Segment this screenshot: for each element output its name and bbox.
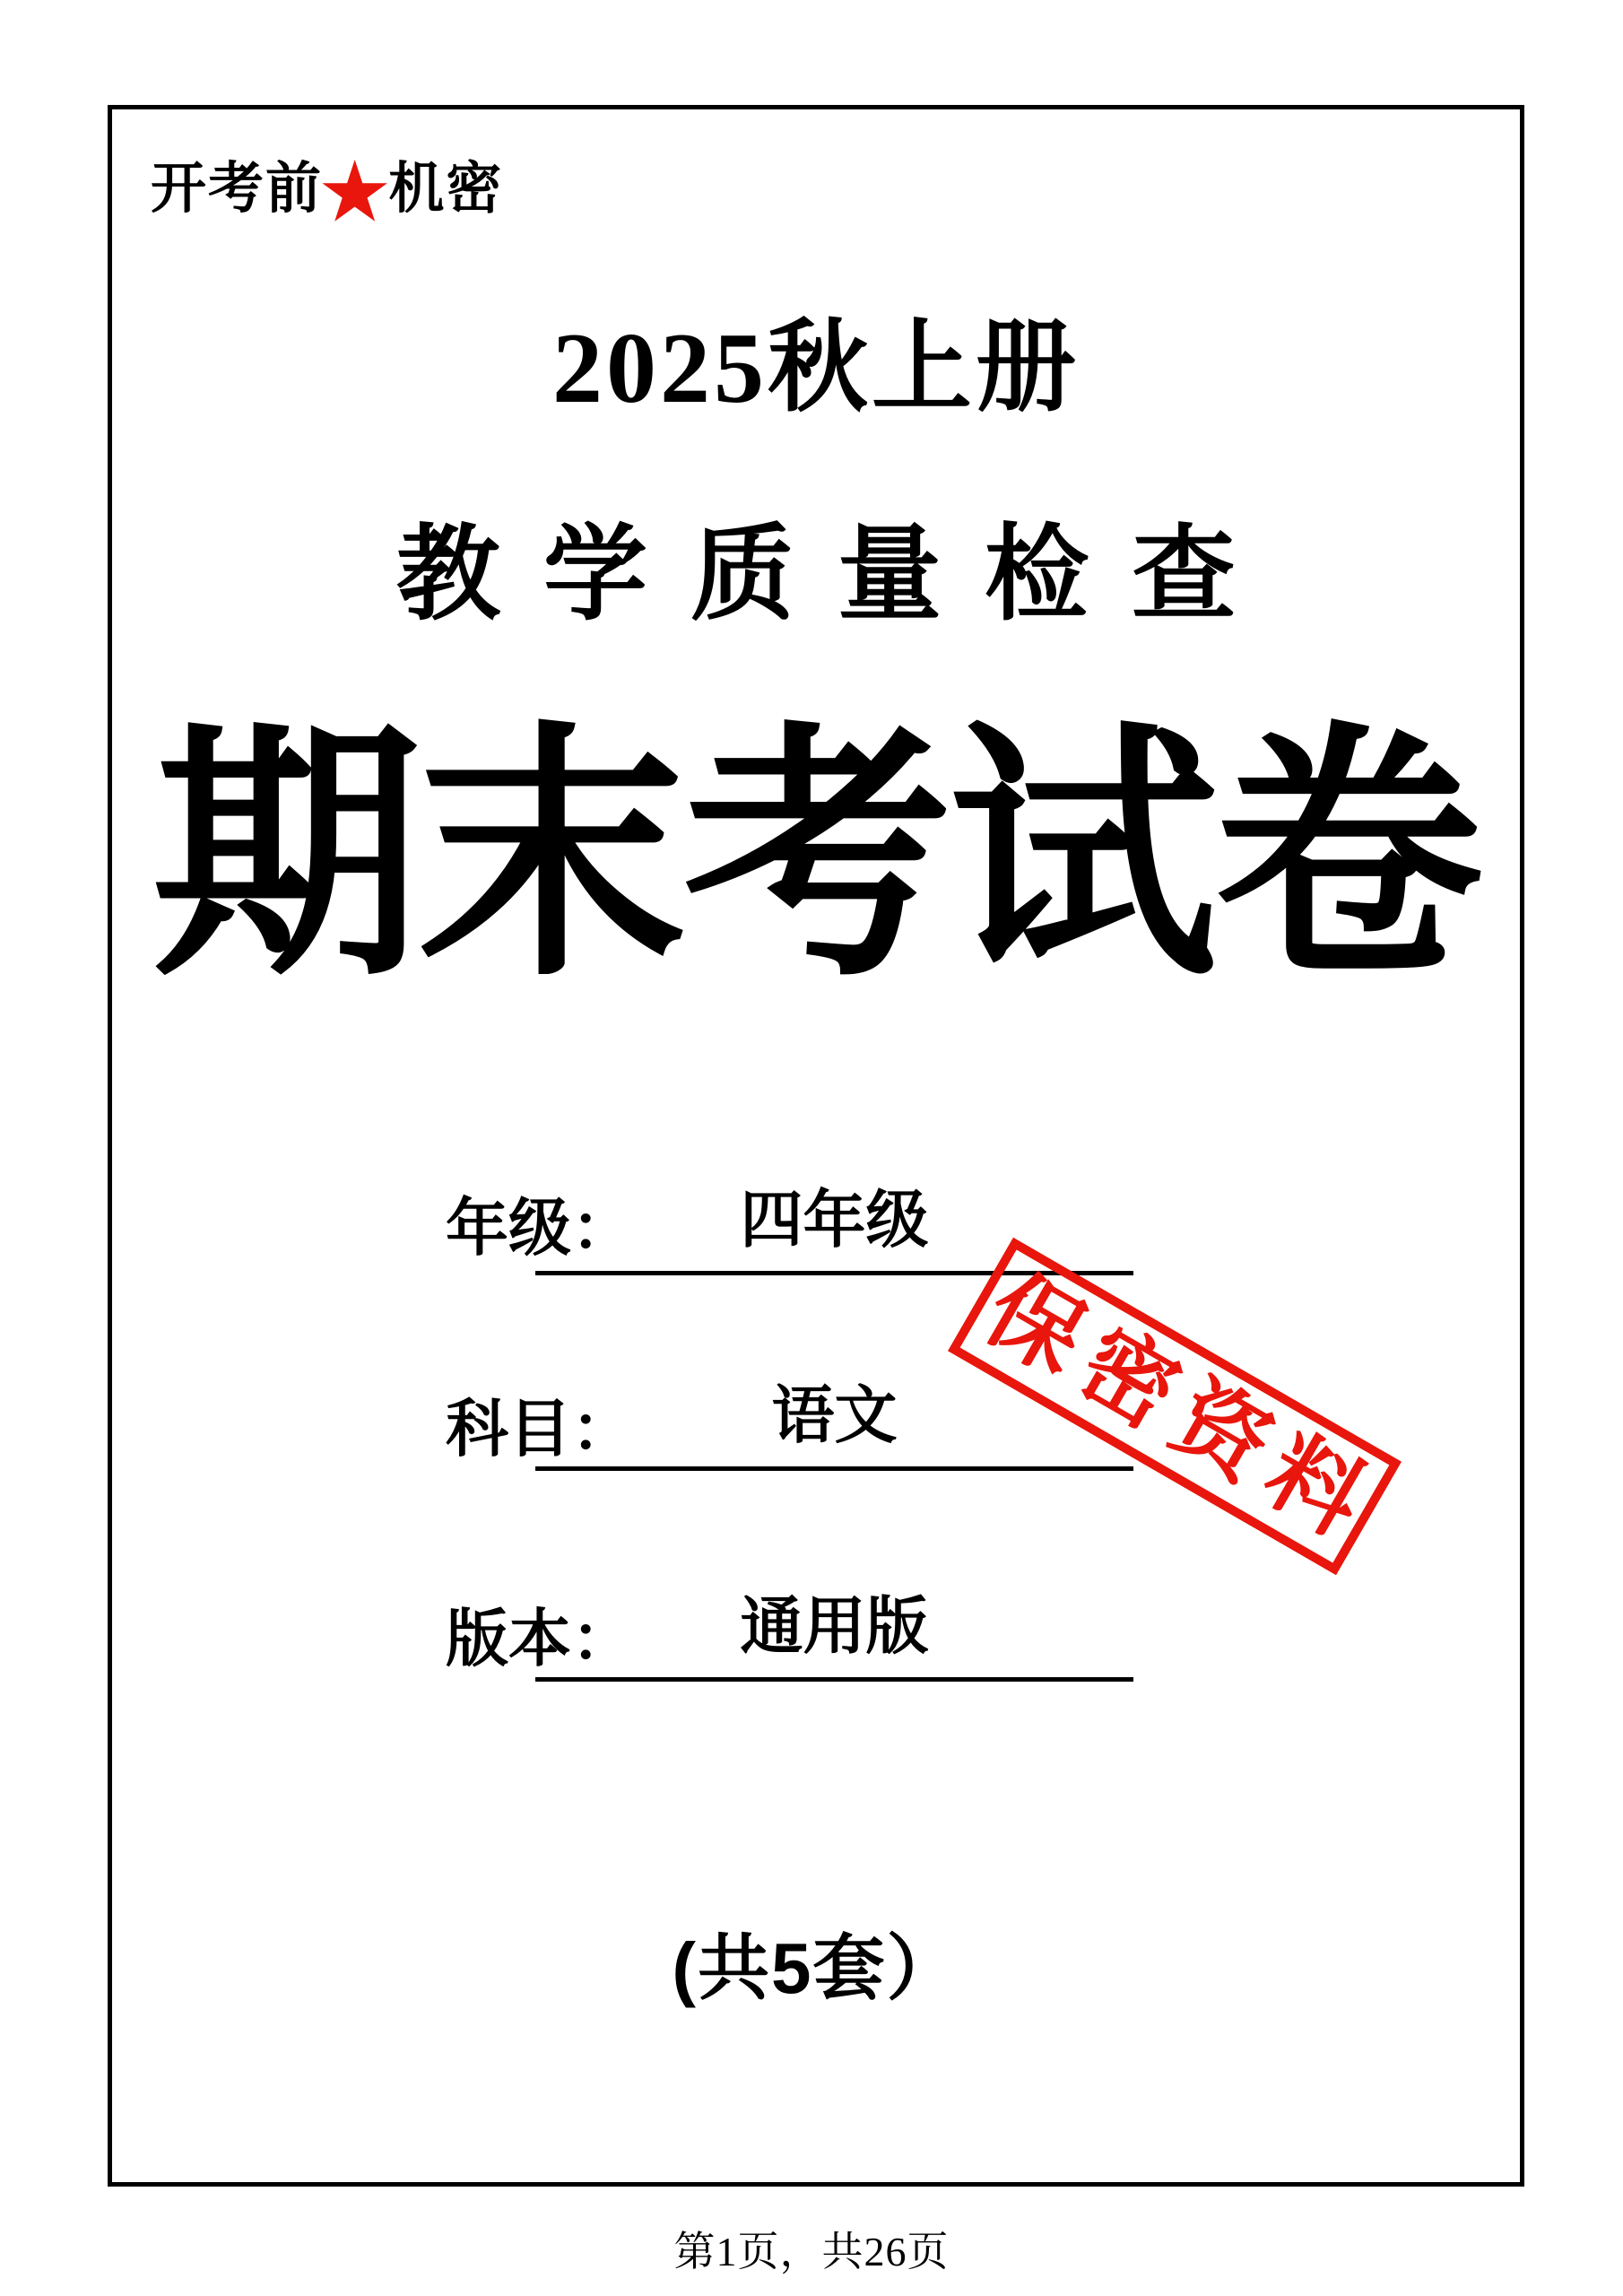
confidential-prefix: 开考前 (151, 159, 324, 220)
grade-label: 年级： (446, 1195, 634, 1264)
version-value: 通用版 (740, 1593, 929, 1662)
star-icon: ★ (321, 152, 391, 235)
subject-value: 语文 (771, 1382, 898, 1451)
grade-value: 四年级 (740, 1187, 929, 1256)
set-count: (共5套） (672, 1928, 960, 2008)
cover-border-frame (108, 105, 1524, 2187)
subtitle: 教学质量检查 (396, 518, 1279, 633)
confidential-suffix: 机密 (388, 159, 504, 220)
page-footer: 第1页，共26页 (673, 2229, 950, 2274)
version-underline (535, 1592, 1133, 1682)
edition-title: 2025秋上册 (552, 313, 1080, 424)
main-title: 期末考试卷 (152, 705, 1480, 1006)
stamp-text: 保密资料 (968, 1257, 1393, 1562)
version-label: 版本： (446, 1605, 634, 1674)
subject-label: 科目： (446, 1396, 634, 1465)
confidential-notice (151, 144, 504, 235)
